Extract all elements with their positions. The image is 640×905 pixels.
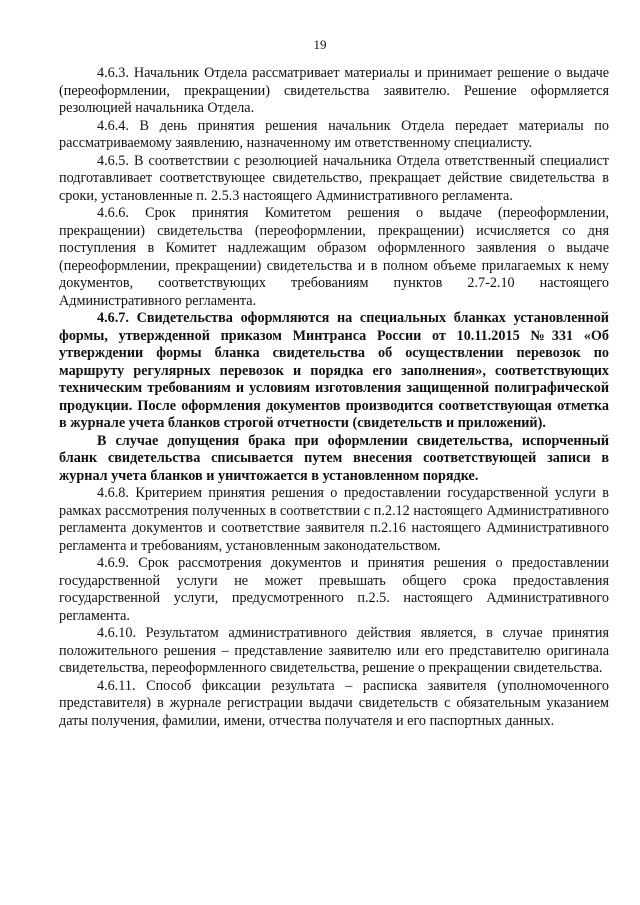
paragraph-defect-note: В случае допущения брака при оформлении свидетельства, испорченный бланк свидетельства списывается путем внесения соответствующей записи в журнал учета бланков и уничтожается в установленном порядке. bbox=[59, 432, 609, 484]
paragraph-4-6-3: 4.6.3. Начальник Отдела рассматривает материалы и принимает решение о выдаче (переоформлении, прекращении) свидетельства заявителю. Решение оформляется резолюцией начальника Отдела. bbox=[59, 65, 609, 116]
paragraph-4-6-6: 4.6.6. Срок принятия Комитетом решения о выдаче (переоформлении, прекращении) свидетельства (переоформлении, прекращении) исчисляется со дня поступления в Комитет надлежащим образом оформленного заявления о выдаче (переоформлении, прекращении) свидетельства и в полном объеме прилагаемых к нему документов, соответствующих требованиям пунктов 2.7-2.10 настоящего Административного регламента. bbox=[59, 205, 609, 309]
paragraph-4-6-10: 4.6.10. Результатом административного действия является, в случае принятия положительного решения – представление заявителю или его представителю оригинала свидетельства, переоформленного свидетельства, решение о прекращении свидетельства. bbox=[59, 625, 609, 676]
paragraph-4-6-9: 4.6.9. Срок рассмотрения документов и принятия решения о предоставлении государственной услуги не может превышать общего срока предоставления государственной услуги, предусмотренного п.2.5. настоящего Административного регламента. bbox=[59, 555, 609, 624]
document-body bbox=[59, 65, 609, 730]
paragraph-4-6-11: 4.6.11. Способ фиксации результата – расписка заявителя (уполномоченного представителя) в журнале регистрации выдачи свидетельств с обязательным указанием даты получения, фамилии, имени, отчества получателя и его паспортных данных. bbox=[59, 677, 609, 729]
page-number: 19 bbox=[313, 37, 327, 52]
paragraph-4-6-4: 4.6.4. В день принятия решения начальник Отдела передает материалы по рассматриваемому заявлению, назначенному им ответственному специалисту. bbox=[59, 117, 609, 151]
paragraph-4-6-7: 4.6.7. Свидетельства оформляются на специальных бланках установленной формы, утвержденной приказом Минтранса России от 10.11.2015 №331 «Об утверждении формы бланка свидетельства об осуществлении перевозок по маршруту регулярных перевозок и порядка его заполнения», соответствующих техническим требованиям и условиям изготовления защищенной полиграфической продукции. После оформления документов производится соответствующая отметка в журнале учета бланков строгой отчетности (свидетельств и приложений). bbox=[59, 310, 609, 431]
paragraph-4-6-8: 4.6.8. Критерием принятия решения о предоставлении государственной услуги в рамках рассмотрения полученных в соответствии с п.2.12 настоящего Административного регламента документов и соответствие заявителя п.2.16 настоящего Административного регламента и требованиям, установленным законодательством. bbox=[59, 485, 609, 554]
paragraph-4-6-5: 4.6.5. В соответствии с резолюцией начальника Отдела ответственный специалист подготавливает соответствующее свидетельство, прекращает действие свидетельства в сроки, установленные п. 2.5.3 настоящего Административного регламента. bbox=[59, 152, 609, 204]
